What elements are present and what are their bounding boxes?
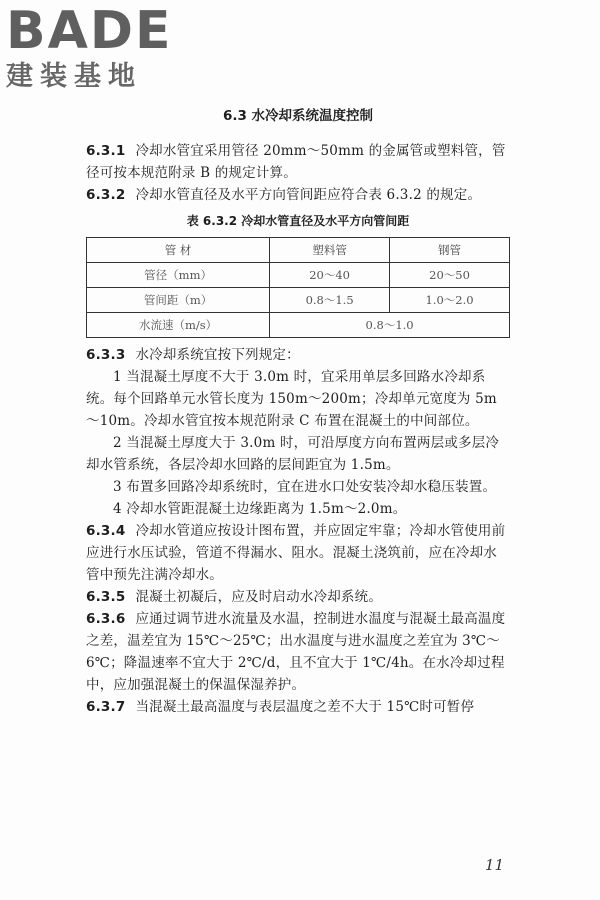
clause-6-3-6 — [86, 608, 510, 696]
clause-6-3-1 — [86, 140, 510, 184]
table-cell: 20～40 — [270, 263, 390, 288]
table-cell: 水流速（m/s） — [87, 313, 270, 338]
logo-subtitle: 建装基地 — [6, 61, 142, 92]
table-header-cell: 管 材 — [87, 238, 270, 263]
page-body — [86, 104, 510, 718]
table-header-cell: 钢管 — [390, 238, 510, 263]
clause-number: 6.3.2 — [86, 187, 126, 203]
table-header-cell: 塑料管 — [270, 238, 390, 263]
clause-item: 2 当混凝土厚度大于 3.0m 时，可沿厚度方向布置两层或多层冷却水管系统，各层冷却水回路的层间距宜为 1.5m。 — [86, 435, 500, 473]
clause-item: 4 冷却水管距混凝土边缘距离为 1.5m～2.0m。 — [113, 501, 407, 517]
clause-text: 冷却水管宜采用管径 20mm～50mm 的金属管或塑料管，管径可按本规范附录 B 的规定计算。 — [86, 143, 506, 181]
clause-text: 应通过调节进水流量及水温，控制进水温度与混凝土最高温度之差，温差宜为 15℃～25℃；出水温度与进水温度之差宜为 3℃～6℃；降温速率不宜大于 2℃/d，且不宜大于 1℃/4h。在水冷却过程中，应加强混凝土的保温保湿养护。 — [86, 611, 506, 693]
clause-6-3-2 — [86, 184, 510, 206]
page-number: 11 — [484, 856, 504, 874]
clause-6-3-3 — [86, 344, 510, 366]
clause-text: 冷却水管道应按设计图布置，并应固定牢靠；冷却水管使用前应进行水压试验，管道不得漏水、阻水。混凝土浇筑前，应在冷却水管中预先注满冷却水。 — [86, 523, 506, 583]
table-cell: 管径（mm） — [87, 263, 270, 288]
table-row — [87, 288, 510, 313]
table-header-row — [87, 238, 510, 263]
clause-6-3-4 — [86, 520, 510, 586]
clause-item: 3 布置多回路冷却系统时，宜在进水口处安装冷却水稳压装置。 — [113, 479, 497, 495]
clause-number: 6.3.1 — [86, 143, 126, 159]
table-caption: 表 6.3.2 冷却水管直径及水平方向管间距 — [186, 214, 410, 228]
logo-brand: BADE — [6, 1, 173, 61]
clause-number: 6.3.7 — [86, 699, 126, 715]
table-row — [87, 263, 510, 288]
table-cell: 20～50 — [390, 263, 510, 288]
clause-number: 6.3.4 — [86, 523, 126, 539]
table-cell-merged: 0.8～1.0 — [270, 313, 510, 338]
pipe-spacing-table — [86, 237, 510, 338]
logo — [6, 2, 176, 94]
clause-text: 混凝土初凝后，应及时启动水冷却系统。 — [135, 589, 383, 605]
clause-number: 6.3.3 — [86, 347, 126, 363]
clause-6-3-5 — [86, 586, 510, 608]
clause-item: 1 当混凝土厚度不大于 3.0m 时，宜采用单层多回路水冷却系统。每个回路单元水管长度为 150m～200m；冷却单元宽度为 5m～10m。冷却水管宜按本规范附录 C 布置在混凝土的中间部位。 — [86, 369, 497, 429]
table-cell: 0.8～1.5 — [270, 288, 390, 313]
table-row — [87, 313, 510, 338]
section-title: 6.3 水冷却系统温度控制 — [222, 108, 374, 124]
clause-number: 6.3.5 — [86, 589, 126, 605]
table-cell: 管间距（m） — [87, 288, 270, 313]
clause-6-3-7 — [86, 696, 510, 718]
clause-text: 水冷却系统宜按下列规定： — [135, 347, 300, 363]
clause-number: 6.3.6 — [86, 611, 126, 627]
clause-text: 冷却水管直径及水平方向管间距应符合表 6.3.2 的规定。 — [135, 187, 482, 203]
clause-text: 当混凝土最高温度与表层温度之差不大于 15℃时可暂停 — [135, 699, 475, 715]
table-cell: 1.0～2.0 — [390, 288, 510, 313]
